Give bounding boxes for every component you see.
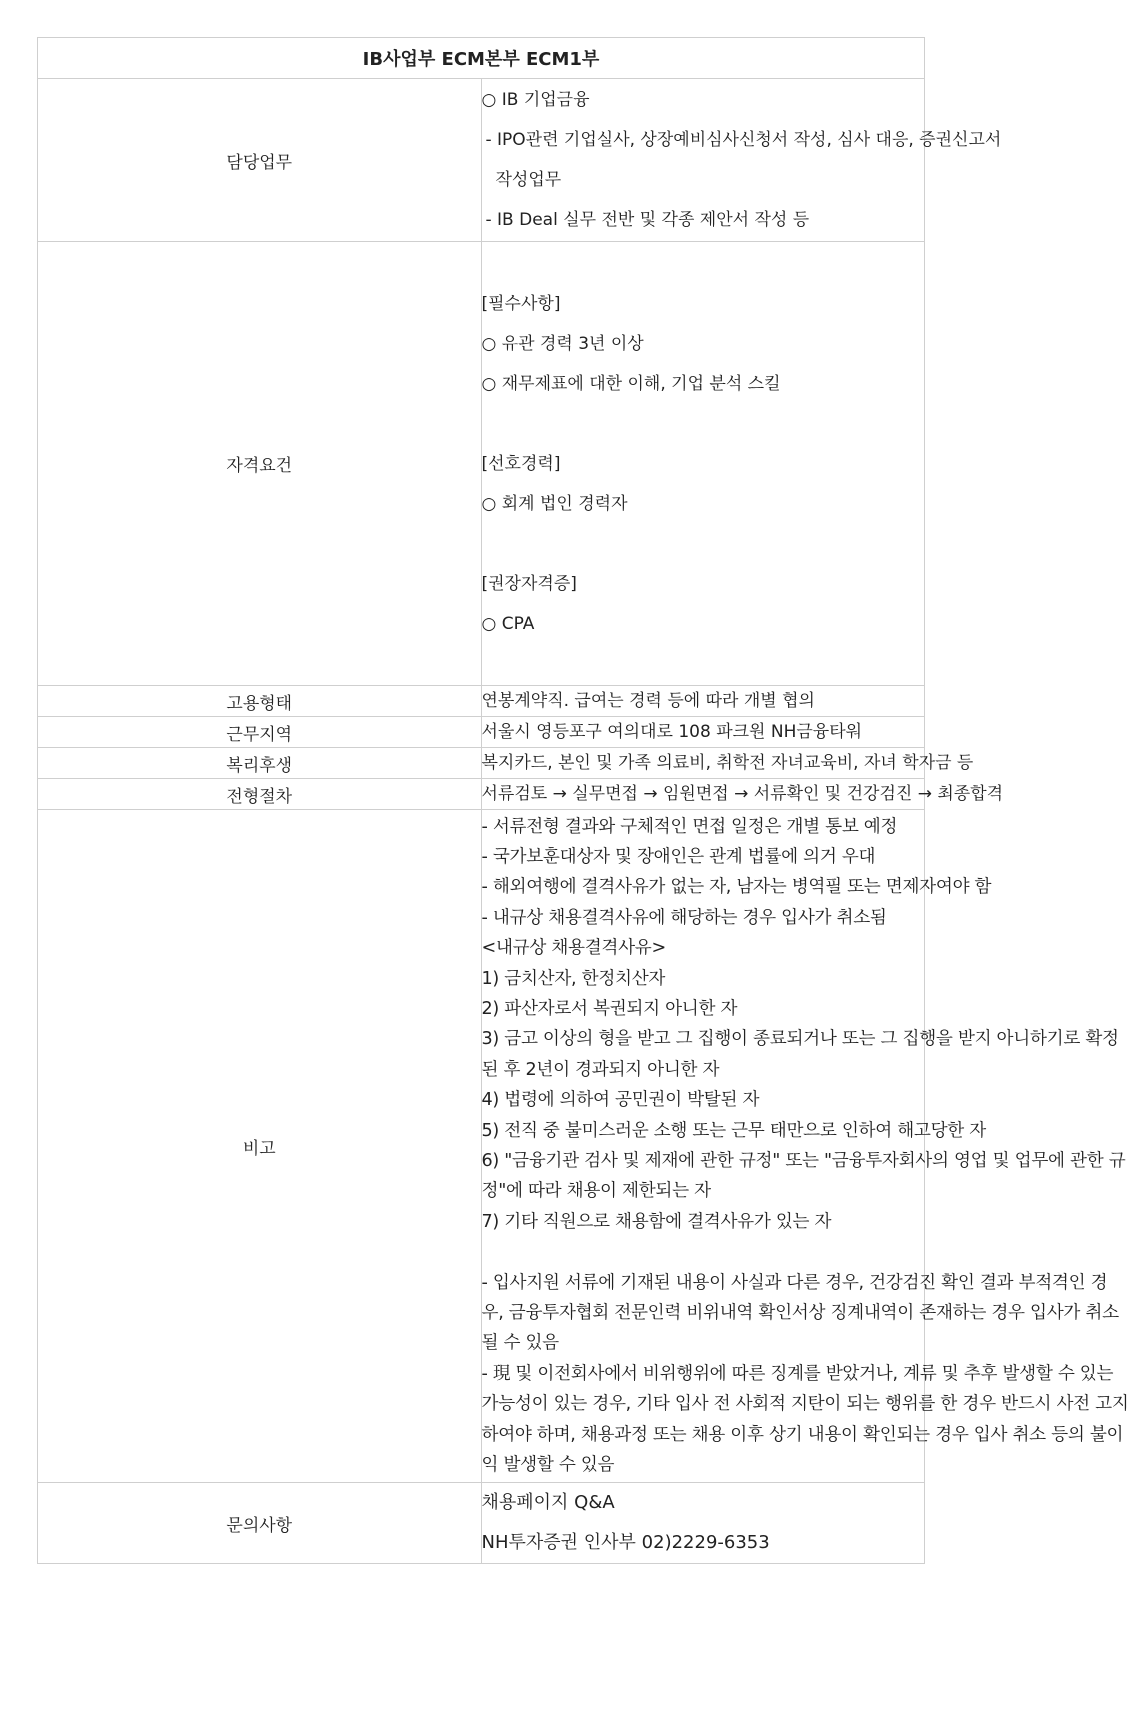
note-line: 3) 금고 이상의 형을 받고 그 집행이 종료되거나 또는 그 집행을 받지 아니하기로 확정 <box>481 1029 1119 1050</box>
inquiry-line: NH투자증권 인사부 02)2229-6353 <box>481 1532 770 1553</box>
note-line: 5) 전직 중 불미스러운 소행 또는 근무 태만으로 인하여 해고당한 자 <box>481 1120 986 1141</box>
note-line: 우, 금융투자협회 전문인력 비위내역 확인서상 징계내역이 존재하는 경우 입사가 취소 <box>481 1303 1119 1324</box>
note-line: - 서류전형 결과와 구체적인 면접 일정은 개별 통보 예정 <box>481 816 898 837</box>
note-line: 2) 파산자로서 복권되지 아니한 자 <box>481 998 738 1019</box>
note-line: 가능성이 있는 경우, 기타 입사 전 사회적 지탄이 되는 행위를 한 경우 반드시 사전 고지 <box>481 1394 1129 1415</box>
benefits-value: 복지카드, 본인 및 가족 의료비, 취학전 자녀교육비, 자녀 학자금 등 <box>481 753 974 773</box>
inquiry-line: 채용페이지 Q&A <box>481 1492 615 1513</box>
note-line: - 내규상 채용결격사유에 해당하는 경우 입사가 취소됨 <box>481 907 887 928</box>
employment-row <box>38 686 925 717</box>
required-heading: [필수사항] <box>481 293 561 314</box>
notes-label: 비고 <box>38 810 482 1483</box>
notes-content <box>481 810 1129 1483</box>
qualification-row <box>38 242 925 686</box>
note-line: 4) 법령에 의하여 공민권이 박탈된 자 <box>481 1090 760 1111</box>
duty-line: ○ IB 기업금융 <box>481 90 590 110</box>
benefits-row <box>38 748 925 779</box>
note-line: 정"에 따라 채용이 제한되는 자 <box>481 1181 711 1202</box>
note-line: 7) 기타 직원으로 채용함에 결격사유가 있는 자 <box>481 1211 832 1232</box>
qualification-label: 자격요건 <box>38 242 482 686</box>
note-line: - 입사지원 서류에 기재된 내용이 사실과 다른 경우, 건강검진 확인 결과 부적격인 경 <box>481 1272 1108 1293</box>
qualification-content <box>481 242 925 686</box>
note-line: - 現 및 이전회사에서 비위행위에 따른 징계를 받았거나, 계류 및 추후 발생할 수 있는 <box>481 1363 1114 1384</box>
job-posting-table <box>37 37 1129 1564</box>
employment-content <box>481 686 925 717</box>
department-title: IB사업부 ECM본부 ECM1부 <box>38 38 925 79</box>
duty-label: 담당업무 <box>38 79 482 242</box>
location-value: 서울시 영등포구 여의대로 108 파크원 NH금융타워 <box>481 722 863 742</box>
required-item: ○ 재무제표에 대한 이해, 기업 분석 스킬 <box>481 373 781 394</box>
note-line: 될 수 있음 <box>481 1333 559 1354</box>
inquiry-content <box>481 1483 925 1564</box>
spacer <box>482 1237 925 1267</box>
location-content <box>481 717 925 748</box>
duty-line: - IPO관련 기업실사, 상장예비심사신청서 작성, 심사 대응, 증권신고서 <box>485 130 1002 150</box>
process-row <box>38 779 925 810</box>
note-line: 6) "금융기관 검사 및 제재에 관한 규정" 또는 "금융투자회사의 영업 및 업무에 관한 규 <box>481 1151 1126 1171</box>
spacer <box>482 404 925 444</box>
note-line: <내규상 채용결격사유> <box>481 938 666 959</box>
notes-row <box>38 810 925 1483</box>
preferred-heading: [선호경력] <box>481 453 561 474</box>
duty-row <box>38 79 925 242</box>
note-line: 1) 금치산자, 한정치산자 <box>481 968 666 989</box>
process-content <box>481 779 1004 810</box>
inquiry-row <box>38 1483 925 1564</box>
process-label: 전형절차 <box>38 779 482 810</box>
note-line: 하여야 하며, 채용과정 또는 채용 이후 상기 내용이 확인되는 경우 입사 취소 등의 불이 <box>481 1424 1124 1445</box>
benefits-label: 복리후생 <box>38 748 482 779</box>
location-label: 근무지역 <box>38 717 482 748</box>
inquiry-label: 문의사항 <box>38 1483 482 1564</box>
cert-item: ○ CPA <box>481 613 535 634</box>
duty-line: - IB Deal 실무 전반 및 각종 제안서 작성 등 <box>485 210 810 230</box>
spacer <box>482 524 925 564</box>
employment-label: 고용형태 <box>38 686 482 717</box>
duty-line: 작성업무 <box>495 170 562 190</box>
note-line: - 해외여행에 결격사유가 없는 자, 남자는 병역필 또는 면제자여야 함 <box>481 877 992 898</box>
required-item: ○ 유관 경력 3년 이상 <box>481 333 644 354</box>
note-line: 익 발생할 수 있음 <box>481 1455 615 1476</box>
note-line: - 국가보훈대상자 및 장애인은 관계 법률에 의거 우대 <box>481 846 876 867</box>
cert-heading: [권장자격증] <box>481 573 577 594</box>
process-value: 서류검토 → 실무면접 → 임원면접 → 서류확인 및 건강검진 → 최종합격 <box>481 784 1004 804</box>
employment-value: 연봉계약직. 급여는 경력 등에 따라 개별 협의 <box>481 691 815 711</box>
table-header-row <box>38 38 925 79</box>
location-row <box>38 717 925 748</box>
benefits-content <box>481 748 974 779</box>
note-line: 된 후 2년이 경과되지 아니한 자 <box>481 1059 720 1080</box>
preferred-item: ○ 회계 법인 경력자 <box>481 493 628 514</box>
duty-content <box>481 79 1002 242</box>
